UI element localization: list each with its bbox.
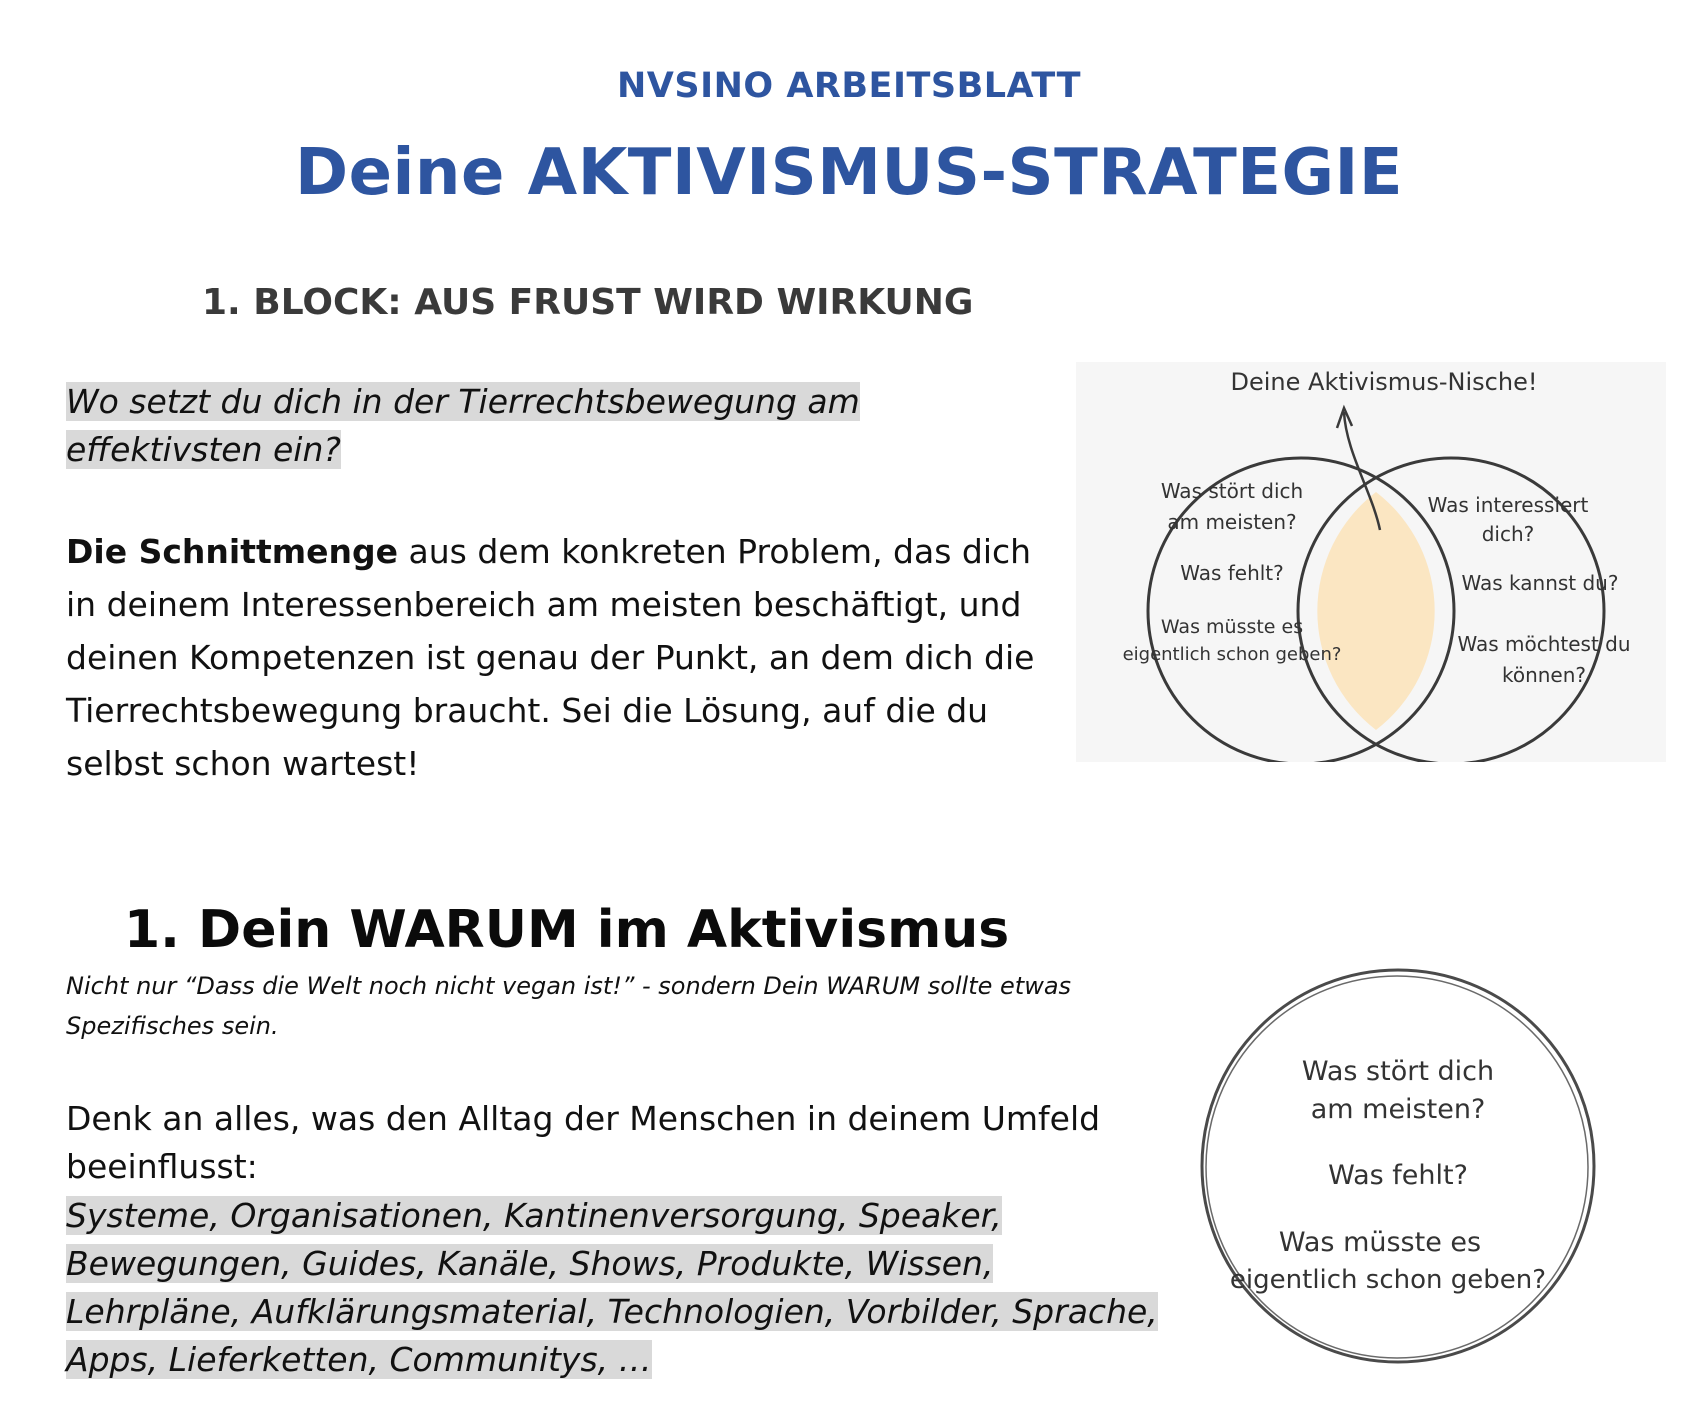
venn-left-text: Was müsste es <box>1160 616 1304 638</box>
paragraph-text: aus dem konkreten Problem, das dich in deinem Interessenbereich am meisten beschäftigt, und deinen Kompetenzen ist genau der Punkt, an dem dich die Tierrechtsbewegung braucht. Sei die Lösung, auf die du selbst schon wartest! <box>66 532 1035 783</box>
venn-right-text: können? <box>1501 663 1587 687</box>
venn-right-text: Was interessiert <box>1427 493 1589 517</box>
circle-text: Was fehlt? <box>1328 1160 1468 1191</box>
venn-diagram <box>1076 362 1666 762</box>
circle-text: am meisten? <box>1310 1094 1486 1125</box>
section-intro: Denk an alles, was den Alltag der Menschen in deinem Umfeld beeinflusst: <box>66 1099 1101 1186</box>
question-highlight: Wo setzt du dich in der Tierrechtsbewegung am effektivsten ein? <box>66 382 860 469</box>
paragraph-bold-term: Die Schnittmenge <box>66 532 399 571</box>
worksheet-label: NVSINO ARBEITSBLATT <box>617 66 1081 106</box>
list-highlight: Systeme, Organisationen, Kantinenversorgung, Speaker, Bewegungen, Guides, Kanäle, Shows, Produkte, Wissen, Lehrpläne, Aufklärungsmaterial, Technologien, Vorbilder, Sprache, Apps, Lieferketten, Communitys, … <box>66 1196 1158 1379</box>
block-heading: 1. BLOCK: AUS FRUST WIRD WIRKUNG <box>202 282 974 323</box>
venn-left-text: Was stört dich <box>1160 479 1304 503</box>
block-paragraph <box>66 525 1056 790</box>
venn-left-text: Was fehlt? <box>1180 561 1284 585</box>
venn-right-text: dich? <box>1481 522 1535 546</box>
circle-text: Was müsste es <box>1278 1227 1482 1258</box>
venn-right-text: Was kannst du? <box>1461 571 1619 595</box>
page-title: Deine AKTIVISMUS-STRATEGIE <box>294 136 1404 210</box>
venn-right-text: Was möchtest du <box>1457 632 1631 656</box>
block-question <box>66 378 1046 474</box>
question-circle-diagram <box>1182 960 1614 1372</box>
circle-text: Was stört dich <box>1301 1056 1495 1087</box>
influence-list <box>66 1192 1176 1384</box>
section-note: Nicht nur “Dass die Welt noch nicht vegan ist!” - sondern Dein WARUM sollte etwas Spezifisches sein. <box>66 972 1072 1040</box>
section-heading: 1. Dein WARUM im Aktivismus <box>124 900 1010 960</box>
venn-left-text: eigentlich schon geben? <box>1122 644 1342 665</box>
circle-text: eigentlich schon geben? <box>1229 1265 1547 1295</box>
venn-left-text: am meisten? <box>1167 510 1297 534</box>
venn-title: Deine Aktivismus-Nische! <box>1230 368 1538 396</box>
